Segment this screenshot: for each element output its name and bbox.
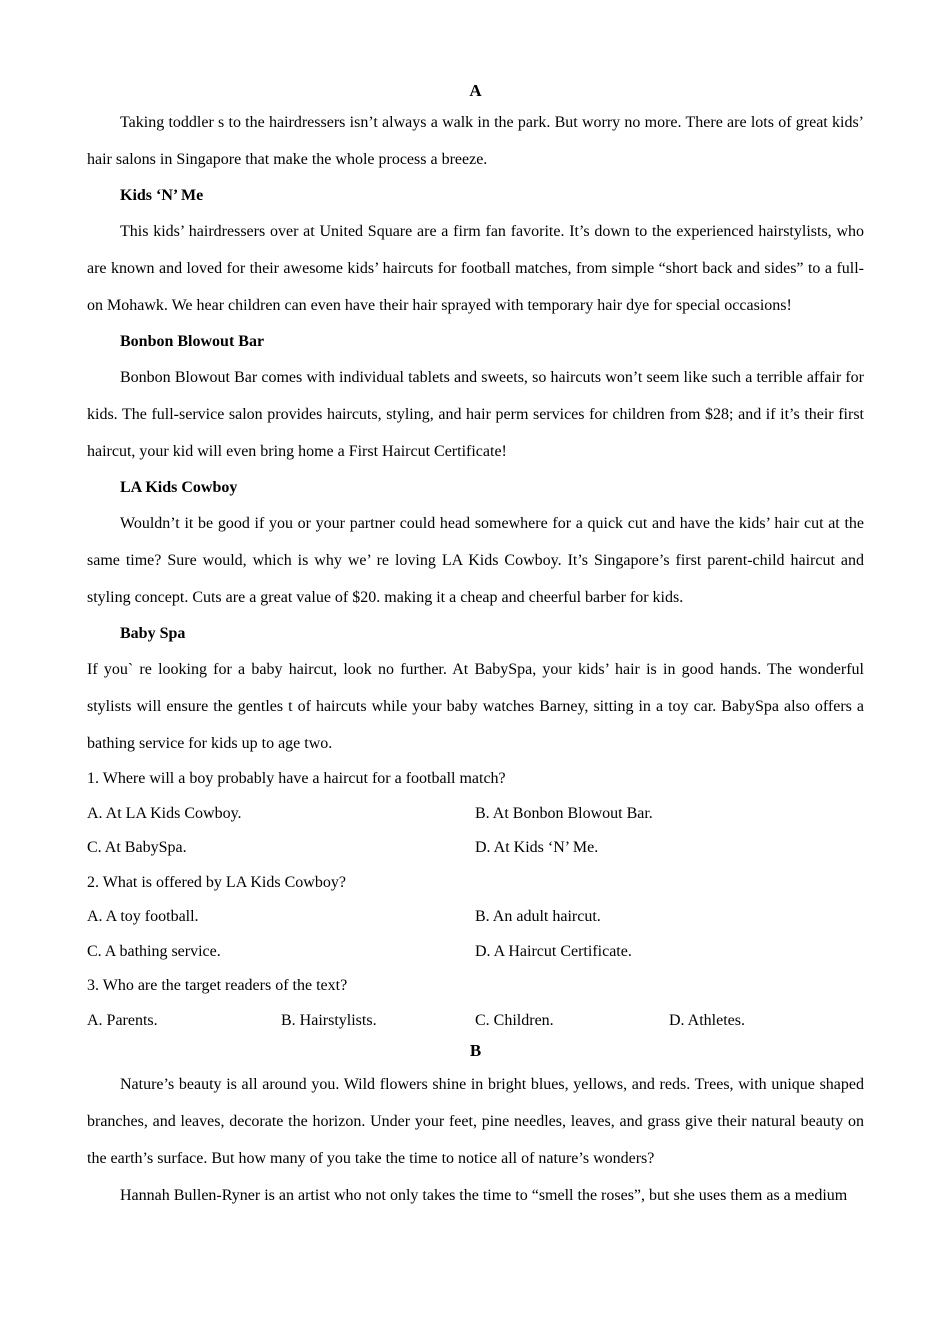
salon-heading-kids-n-me: Kids ‘N’ Me [120, 187, 204, 204]
salon-text-kids-n-me: This kids’ hairdressers over at United Square are a firm fan favorite. It’s down to the experienced hairstylists, who are known and loved for their awesome kids’ haircuts for football matches, from simple “short back and sides” to a full-on Mohawk. We hear children can even have their hair sprayed with temporary hair dye for special occasions! [87, 223, 864, 314]
q1-option-a: A. At LA Kids Cowboy. [87, 804, 242, 822]
question-3: 3. Who are the target readers of the text? [87, 977, 348, 994]
question-2: 2. What is offered by LA Kids Cowboy? [87, 873, 346, 891]
q1-option-c: C. At BabySpa. [87, 839, 187, 856]
q2-option-b: B. An adult haircut. [475, 908, 601, 925]
question-2-options-row-2 [87, 935, 864, 970]
salon-text-la-kids-cowboy: Wouldn’t it be good if you or your partner could head somewhere for a quick cut and have the kids’ hair cut at the same time? Sure would, which is why we’ re loving LA Kids Cowboy. It’s Singapore’s first parent-child haircut and styling concept. Cuts are a great value of $20. making it a cheap and cheerful barber for kids. [87, 515, 864, 606]
question-2-options-row-1 [87, 900, 864, 935]
section-b-paragraph-2: Hannah Bullen-Ryner is an artist who not only takes the time to “smell the roses”, but she uses them as a medium [120, 1187, 848, 1204]
salon-heading-bonbon: Bonbon Blowout Bar [120, 333, 265, 350]
section-b-paragraph-1: Nature’s beauty is all around you. Wild flowers shine in bright blues, yellows, and reds. Trees, with unique shaped branches, and leaves, decorate the horizon. Under your feet, pine needles, leaves, and grass give their natural beauty on the earth’s surface. But how many of you take the time to notice all of nature’s wonders? [87, 1076, 864, 1167]
section-b-title: B [469, 1041, 482, 1060]
q3-option-d: D. Athletes. [669, 1011, 745, 1029]
salon-text-bonbon: Bonbon Blowout Bar comes with individual tablets and sweets, so haircuts won’t seem like such a terrible affair for kids. The full-service salon provides haircuts, styling, and hair perm services for children from $28; and if it’s their first haircut, your kid will even bring home a First Haircut Certificate! [87, 369, 864, 460]
salon-heading-baby-spa: Baby Spa [120, 625, 186, 642]
question-1: 1. Where will a boy probably have a haircut for a football match? [87, 770, 506, 787]
q2-option-a: A. A toy football. [87, 908, 199, 925]
q3-option-c: C. Children. [475, 1011, 554, 1029]
question-3-options [87, 1004, 864, 1039]
q2-option-c: C. A bathing service. [87, 942, 221, 960]
q1-option-d: D. At Kids ‘N’ Me. [475, 839, 599, 856]
salon-heading-la-kids-cowboy: LA Kids Cowboy [120, 479, 238, 496]
q2-option-d: D. A Haircut Certificate. [475, 942, 632, 960]
section-a-intro: Taking toddler s to the hairdressers isn’t always a walk in the park. But worry no more. There are lots of great kids’ hair salons in Singapore that make the whole process a breeze. [87, 114, 864, 168]
section-a-title: A [469, 81, 482, 100]
question-1-options-row-2 [87, 831, 864, 866]
salon-text-baby-spa: If you` re looking for a baby haircut, look no further. At BabySpa, your kids’ hair is in good hands. The wonderful stylists will ensure the gentles t of haircuts while your baby watches Barney, sitting in a toy car. BabySpa also offers a bathing service for kids up to age two. [87, 661, 864, 752]
q1-option-b: B. At Bonbon Blowout Bar. [475, 804, 653, 822]
question-1-options-row-1 [87, 797, 864, 832]
q3-option-a: A. Parents. [87, 1011, 158, 1029]
q3-option-b: B. Hairstylists. [281, 1011, 377, 1029]
document-page [87, 78, 864, 1214]
